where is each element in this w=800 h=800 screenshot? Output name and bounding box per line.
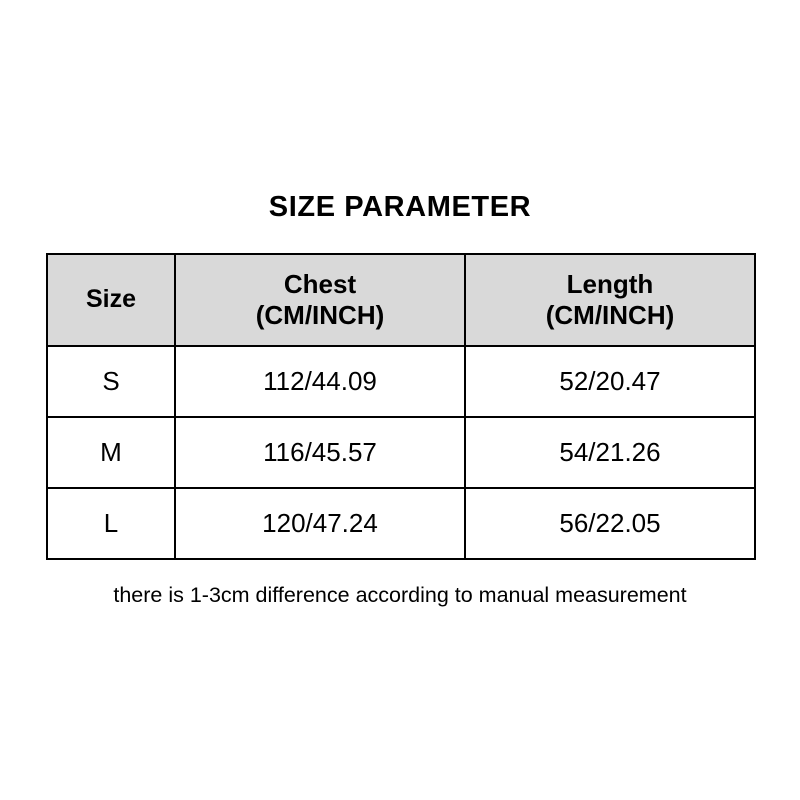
measurement-note: there is 1-3cm difference according to manual measurement xyxy=(113,582,687,607)
column-header-chest xyxy=(175,254,465,346)
column-header-length xyxy=(465,254,755,346)
table-body xyxy=(47,346,755,559)
size-table-container xyxy=(46,253,754,560)
column-header-size xyxy=(47,254,175,346)
cell-chest: 112/44.09 xyxy=(175,346,465,417)
cell-size: L xyxy=(47,488,175,559)
column-header-size-label: Size xyxy=(85,285,137,314)
table-header-row xyxy=(47,254,755,346)
size-table xyxy=(46,253,756,560)
cell-length: 54/21.26 xyxy=(465,417,755,488)
table-header xyxy=(47,254,755,346)
cell-size: S xyxy=(47,346,175,417)
cell-chest: 116/45.57 xyxy=(175,417,465,488)
cell-length: 52/20.47 xyxy=(465,346,755,417)
table-row xyxy=(47,488,755,559)
cell-length: 56/22.05 xyxy=(465,488,755,559)
column-header-chest-units: (CM/INCH) xyxy=(255,299,385,330)
table-row xyxy=(47,346,755,417)
cell-chest: 120/47.24 xyxy=(175,488,465,559)
cell-size: M xyxy=(47,417,175,488)
page-title: SIZE PARAMETER xyxy=(268,191,532,223)
table-row xyxy=(47,417,755,488)
column-header-chest-label: Chest xyxy=(283,269,357,300)
column-header-length-label: Length xyxy=(566,269,654,300)
column-header-length-units: (CM/INCH) xyxy=(545,299,675,330)
